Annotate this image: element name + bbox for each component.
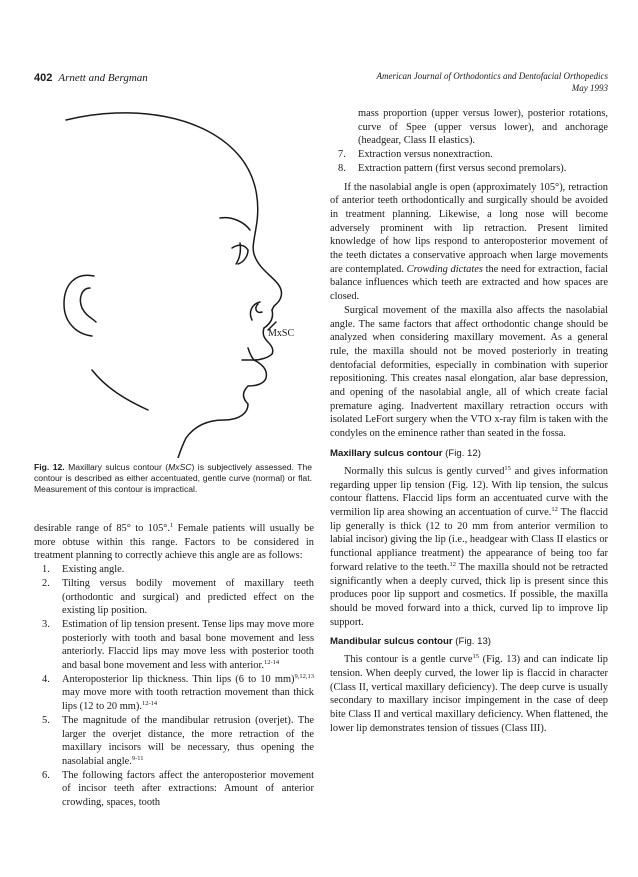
chin-line bbox=[178, 386, 248, 458]
upper-lip bbox=[254, 354, 272, 360]
journal-title: American Journal of Orthodontics and Dentofacial Orthopedics bbox=[376, 71, 608, 81]
list-item: 7. Extraction versus nonextraction. bbox=[338, 149, 493, 161]
sulcus-marker-arc bbox=[250, 302, 260, 320]
paragraph: If the nasolabial angle is open (approximately 105°), retraction of anterior teeth orthodontically and surgically should be avoided in treatment planning. Likewise, a long nose will become adversely prominent with lip retraction. Present limited knowledge of how lips respond to anteroposterior movement of the teeth dictates a conservative approach when large movements are contemplated. Crowding dictates the need for extraction, facial balance influences which teeth are extracted and how spaces are closed. bbox=[330, 181, 609, 303]
list-item: 1. Existing angle. bbox=[42, 564, 125, 576]
mxsc-label: MxSC bbox=[268, 328, 295, 339]
list-item: 5. The magnitude of the mandibular retrusion (overjet). The larger the overjet distance, the more retraction of the maxillary incisors will be necessary, thus opening the nasolabial angle.$^{9-11}$ bbox=[42, 714, 314, 767]
factor-list bbox=[34, 563, 314, 810]
left-column bbox=[34, 522, 314, 810]
caption-label: Fig. 12. bbox=[34, 462, 65, 472]
issue-date: May 1993 bbox=[571, 83, 608, 93]
ear-outline bbox=[64, 275, 94, 336]
figure-caption: Fig. 12. Maxillary sulcus contour (MxSC) is subjectively assessed. The contour is described as either accentuated, gentle curve (normal) or flat. Measurement of this contour is impractical. bbox=[34, 462, 313, 495]
list-item: 3. Estimation of lip tension present. Tense lips may move more posteriorly with tooth and basal bone movement and less anteriorly. Flaccid lips may move less with posterior tooth and basal bone movement and less with anterior.$^{12-14}$ bbox=[42, 618, 314, 672]
brow-line bbox=[220, 218, 250, 230]
paragraph: Surgical movement of the maxilla also affects the nasolabial angle. The same factors that affect orthodontic change should be analyzed when considering maxillary movement. As a general rule, the maxilla should not be moved posteriorly in treating dentofacial deformities, especially in combination with superior repositioning. This creates nasal elongation, alar base depression, and opening of the nasolabial angle, all of which create facial premature aging. Inadvertent maxillary retraction occurs with isolated LeFort surgery when the VTO x-ray film is taken with the condyles on the eminence rather than seated in the fossa. bbox=[330, 304, 608, 440]
list-item: 2. Tilting versus bodily movement of maxillary teeth (orthodontic and surgical) and predicted effect on the existing lip position. bbox=[42, 577, 314, 617]
list-item: 8. Extraction pattern (first versus second premolars). bbox=[338, 162, 567, 174]
nostril bbox=[256, 304, 262, 312]
right-column bbox=[330, 107, 608, 736]
list-item: mass proportion (upper versus lower), posterior rotations, curve of Spee (upper versus lower), and anchorage (headgear, Class II elastics). bbox=[358, 108, 608, 147]
facial-profile-drawing bbox=[36, 98, 316, 458]
ear-inner bbox=[80, 288, 96, 322]
section-heading: Maxillary sulcus contour (Fig. 12) bbox=[330, 447, 481, 459]
page-number: 402 bbox=[34, 72, 53, 84]
factor-list-continued bbox=[330, 107, 608, 176]
neck-back bbox=[92, 370, 148, 410]
list-item: 6. The following factors affect the anteroposterior movement of incisor teeth after extractions: Amount of anterior crowding, spaces, tooth bbox=[42, 769, 314, 809]
paragraph: This contour is a gentle curve$^{15}$ (Fig. 13) and can indicate lip tension. When deeply curved, the lower lip is flaccid in character (Class II, vertical maxillary deficiency). The deep curve is usually secondary to maxillary incisor impingement in the case of deep bite Class II and vertical maxillary deficiency. When flattened, the lower lip demonstrates tension of tissues (Class III). bbox=[330, 653, 608, 734]
running-header-left bbox=[34, 72, 148, 84]
running-header-right bbox=[377, 70, 608, 94]
section-heading: Mandibular sulcus contour (Fig. 13) bbox=[330, 636, 491, 648]
paragraph: Normally this sulcus is gently curved$^{15}$ and gives information regarding upper lip tension (Fig. 12). With lip tension, the sulcus contour flattens. Flaccid lips form an accentuated curve with the vermilion lip area showing an accentuation of curve.$^{12}$ The flaccid lip generally is thick (12 to 20 mm from anterior vermilion to labial incisor) giving the lip (i.e., headgear with Class II elastics or functional appliance treatment) the appearance of being too far forward relative to the teeth.$^{12}$ The maxilla should not be retracted significantly when a deeply curved, thick lip is present since this produces poor lip support and cosmetics. If possible, the maxilla should be moved forward into a thick, curved lip to improve lip support. bbox=[330, 464, 609, 628]
lower-lip bbox=[248, 360, 266, 386]
paragraph: desirable range of 85° to 105°.$^1$ Female patients will usually be more obtuse within this range. Factors to be considered in treatment planning to correctly achieve this angle are as follows: bbox=[34, 522, 314, 562]
list-item: 4. Anteroposterior lip thickness. Thin lips (6 to 10 mm)$^{9,12,13}$ may move more with tooth retraction movement than thick lips (12 to 20 mm).$^{12-14}$ bbox=[42, 672, 314, 713]
head-outline bbox=[66, 113, 281, 310]
nose-base bbox=[264, 310, 273, 328]
running-authors: Arnett and Bergman bbox=[58, 72, 148, 84]
